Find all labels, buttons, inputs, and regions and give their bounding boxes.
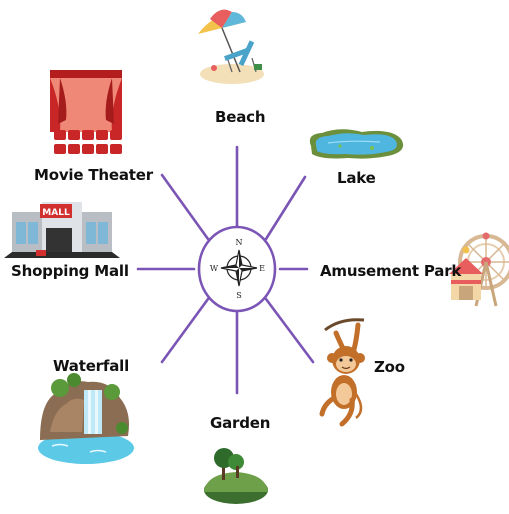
spoke-northwest [162, 175, 208, 239]
shopping-mall-icon [4, 202, 120, 258]
label-beach: Beach [215, 108, 266, 126]
waterfall-icon [38, 373, 134, 464]
label-amusement-park: Amusement Park [320, 262, 462, 280]
beach-icon [198, 10, 264, 84]
monkey-icon [322, 320, 365, 424]
spoke-southwest [162, 299, 208, 362]
label-lake: Lake [337, 169, 376, 187]
movie-theater-icon [50, 70, 122, 154]
compass-north: N [235, 238, 243, 247]
compass-east: E [259, 264, 265, 273]
compass-west: W [209, 264, 219, 273]
garden-icon [204, 448, 268, 504]
mall-sign: MALL [42, 208, 70, 218]
lake-icon [310, 129, 403, 158]
compass [199, 227, 275, 311]
label-shopping-mall: Shopping Mall [11, 262, 129, 280]
compass-south: S [236, 291, 242, 300]
label-movie-theater: Movie Theater [34, 166, 153, 184]
label-zoo: Zoo [374, 358, 405, 376]
spoke-northeast [266, 177, 305, 239]
spoke-southeast [266, 299, 313, 362]
label-garden: Garden [210, 414, 271, 432]
label-waterfall: Waterfall [53, 357, 130, 375]
